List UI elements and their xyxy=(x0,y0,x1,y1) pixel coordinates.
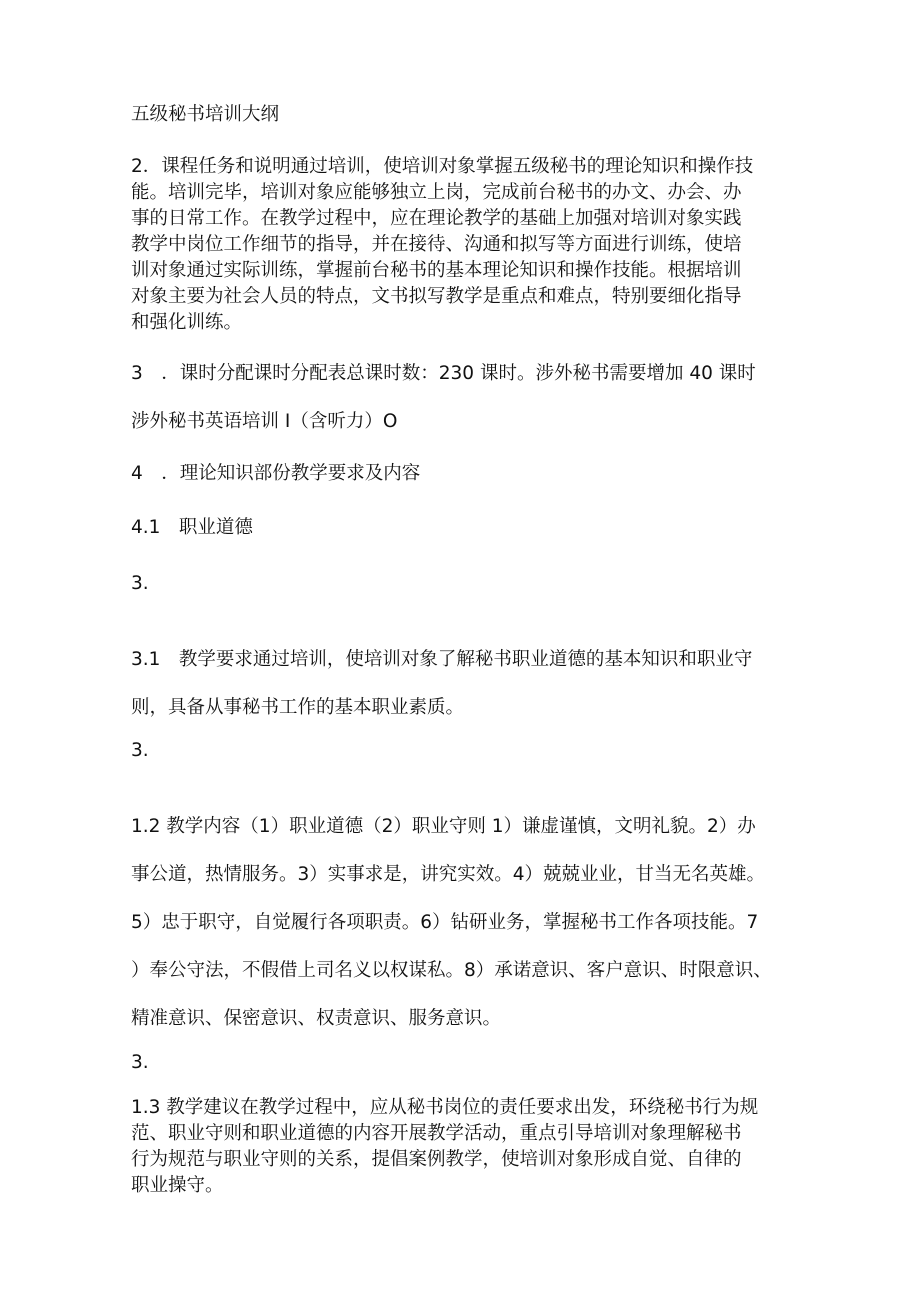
section-4-1-heading: 4.1 职业道德 xyxy=(131,517,253,538)
section-marker: 3. xyxy=(131,1052,149,1073)
paragraph-line: 行为规范与职业守则的关系，提倡案例教学，使培训对象形成自觉、自律的 xyxy=(131,1149,742,1170)
paragraph-line: 对象主要为社会人员的特点，文书拟写教学是重点和难点，特别要细化指导 xyxy=(131,286,742,307)
section-3-heading: 3 ．课时分配课时分配表总课时数：230 课时。涉外秘书需要增加 40 课时 xyxy=(131,363,756,384)
section-2-paragraph xyxy=(131,154,801,336)
paragraph-line: 1.3 教学建议在教学过程中，应从秘书岗位的责任要求出发，环绕秘书行为规 xyxy=(131,1097,759,1118)
paragraph-line: 3.1 教学要求通过培训，使培训对象了解秘书职业道德的基本知识和职业守 xyxy=(131,649,753,670)
english-training-line: 涉外秘书英语培训 I（含听力）O xyxy=(131,411,398,432)
document-title: 五级秘书培训大纲 xyxy=(131,104,280,125)
paragraph-line: 和强化训练。 xyxy=(131,312,243,333)
section-marker: 3. xyxy=(131,740,149,761)
paragraph-line: 训对象通过实际训练，掌握前台秘书的基本理论知识和操作技能。根据培训 xyxy=(131,260,742,281)
paragraph-line: 事公道，热情服务。3）实事求是，讲究实效。4）兢兢业业，甘当无名英雄。 xyxy=(131,864,766,885)
paragraph-line: 教学中岗位工作细节的指导，并在接待、沟通和拟写等方面进行训练，使培 xyxy=(131,234,742,255)
paragraph-line: 能。培训完毕，培训对象应能够独立上岗，完成前台秘书的办文、办会、办 xyxy=(131,182,742,203)
paragraph-line: 事的日常工作。在教学过程中，应在理论教学的基础上加强对培训对象实践 xyxy=(131,208,742,229)
section-3-1-paragraph xyxy=(131,636,801,732)
paragraph-line: 精准意识、保密意识、权责意识、服务意识。 xyxy=(131,1008,502,1029)
paragraph-line: 范、职业守则和职业道德的内容开展教学活动，重点引导培训对象理解秘书 xyxy=(131,1123,742,1144)
section-1-2-paragraph xyxy=(131,803,801,1043)
paragraph-line: 则，具备从事秘书工作的基本职业素质。 xyxy=(131,697,465,718)
paragraph-line: 5）忠于职守，自觉履行各项职责。6）钻研业务，掌握秘书工作各项技能。7 xyxy=(131,912,759,933)
paragraph-line: ）奉公守法，不假借上司名义以权谋私。8）承诺意识、客户意识、时限意识、 xyxy=(131,960,772,981)
section-4-heading: 4 ．理论知识部份教学要求及内容 xyxy=(131,463,421,484)
paragraph-line: 2．课程任务和说明通过培训，使培训对象掌握五级秘书的理论知识和操作技 xyxy=(131,156,754,177)
paragraph-line: 职业操守。 xyxy=(131,1175,224,1196)
section-marker: 3. xyxy=(131,573,149,594)
paragraph-line: 1.2 教学内容（1）职业道德（2）职业守则 1）谦虚谨慎，文明礼貌。2）办 xyxy=(131,816,756,837)
section-1-3-paragraph xyxy=(131,1095,801,1199)
